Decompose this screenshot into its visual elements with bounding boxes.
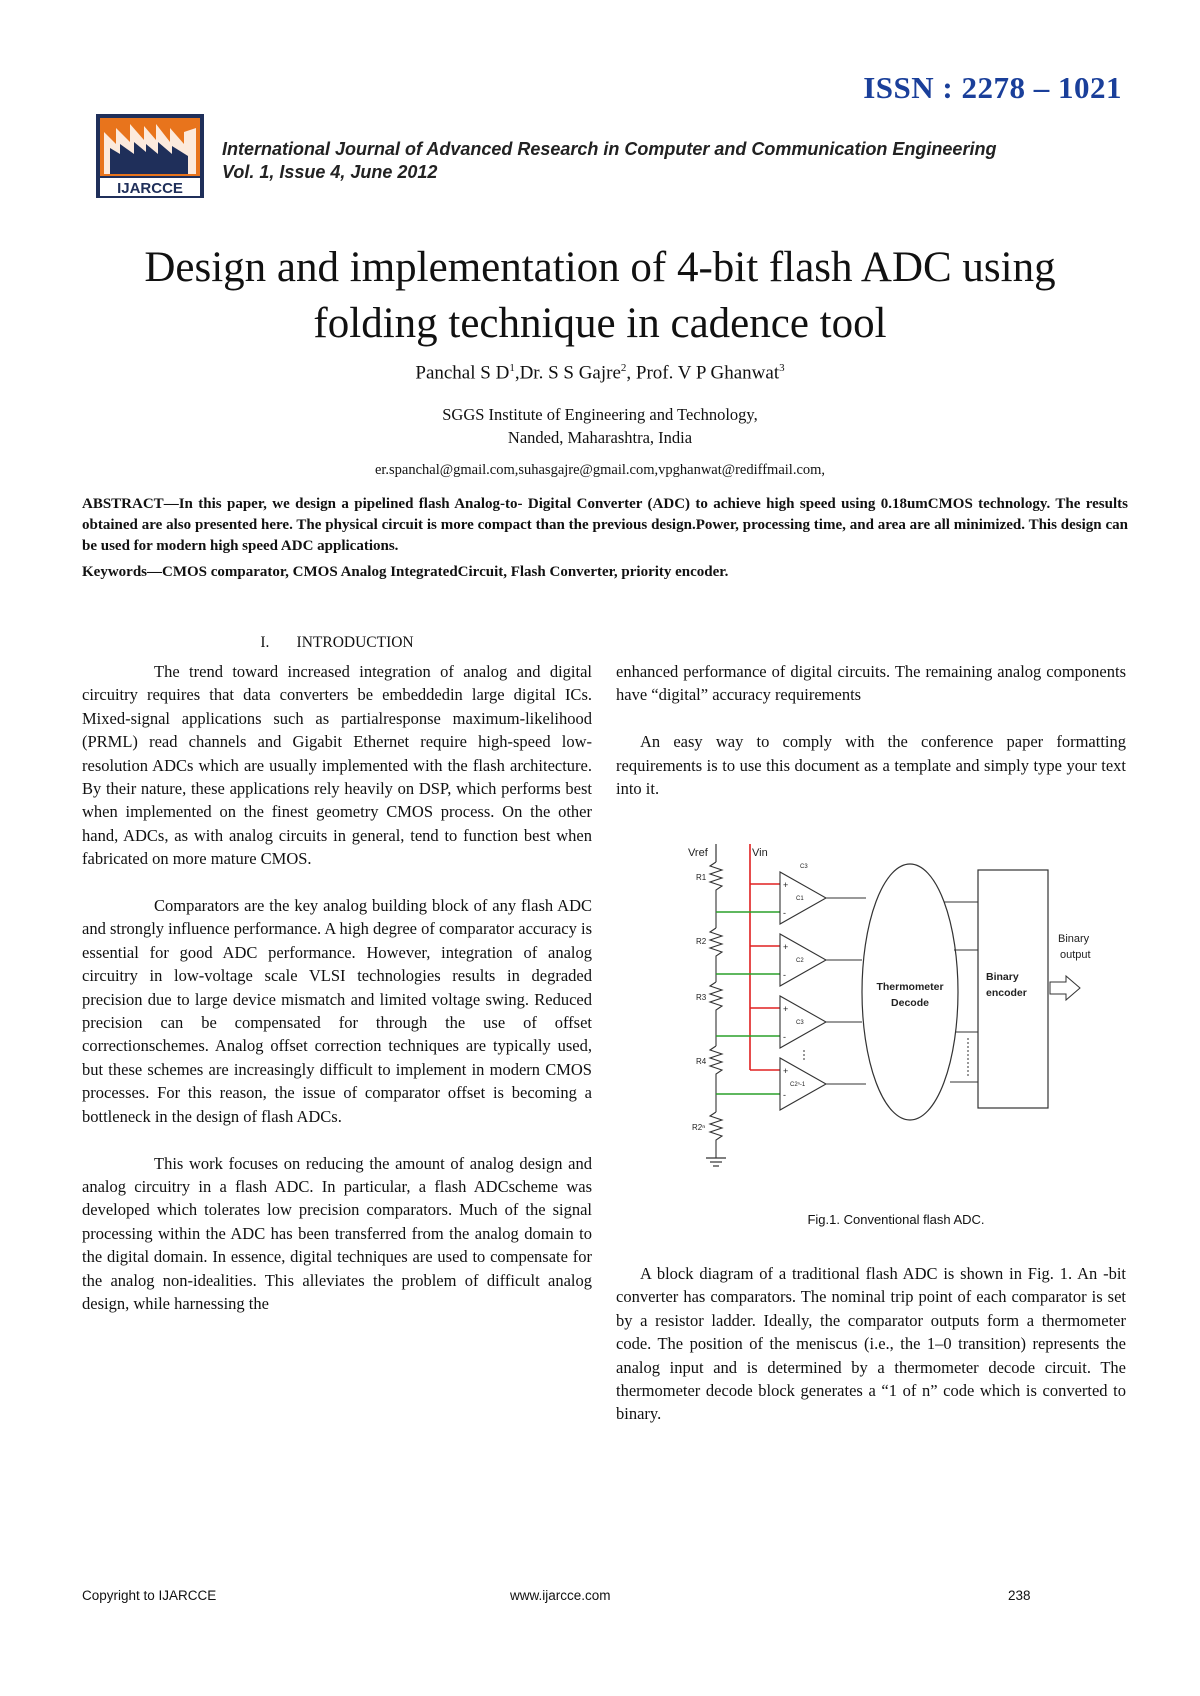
footer-page-number: 238 <box>1008 1588 1031 1603</box>
abstract-text: —In this paper, we design a pipelined flash Analog-to- Digital Converter (ADC) to achieve high speed using 0.18umCMOS technology. The results obtained are also presented here. The physical circuit is more compact than the previous design.Power, processing time, and area are all minimized. This design can be used for modern high speed ADC applications. <box>82 496 1128 554</box>
abstract-label: ABSTRACT <box>82 496 164 512</box>
svg-text:+: + <box>783 880 789 890</box>
svg-text:+: + <box>783 1004 789 1014</box>
svg-text:-: - <box>783 970 786 980</box>
abstract <box>82 494 1128 557</box>
author-1-sup: 1 <box>509 362 515 374</box>
section-title: INTRODUCTION <box>296 634 414 651</box>
logo-text: IJARCCE <box>117 180 183 197</box>
paragraph-4: enhanced performance of digital circuits. The remaining analog components have “digital” accuracy requirements <box>616 662 1126 705</box>
figure-caption: Fig.1. Conventional flash ADC. <box>807 1212 985 1227</box>
affiliation <box>0 403 1200 449</box>
paper-title <box>0 240 1200 352</box>
section-heading-introduction <box>82 634 592 652</box>
svg-text:-: - <box>783 908 786 918</box>
author-1: Panchal S D <box>415 362 510 384</box>
author-2: ,Dr. S S Gajre <box>514 362 621 384</box>
keywords-label: Keywords <box>82 564 147 580</box>
section-number: I. <box>260 634 270 651</box>
thermometer-label-2: Decode <box>891 997 929 1009</box>
comparator-top-label: C3 <box>800 864 808 870</box>
thermometer-label-1: Thermometer <box>876 981 944 993</box>
comparator-label-1: C1 <box>796 896 804 902</box>
resistor-label-1: R1 <box>696 873 707 882</box>
author-emails: er.spanchal@gmail.com,suhasgajre@gmail.com,vpghanwat@rediffmail.com, <box>374 462 826 478</box>
author-list <box>0 362 1200 384</box>
resistor-label-4: R4 <box>696 1057 707 1066</box>
title-line-1: Design and implementation of 4-bit flash ADC using <box>144 244 1056 291</box>
right-column-bottom <box>616 1262 1126 1449</box>
comparator-label-4: C2ⁿ-1 <box>790 1082 806 1088</box>
paragraph-3: This work focuses on reducing the amount of analog design and analog circuitry in a flash ADC. In particular, a flash ADCscheme was developed which tolerates low precision comparators. Much of the signal processing within the ADC has been transferred from the analog domain to the digital domain. In essence, digital techniques are used to compensate for the analog non-idealities. This alleviates the problem of difficult analog design, while harnessing the <box>82 1153 592 1313</box>
journal-logo <box>96 114 204 198</box>
paragraph-5: An easy way to comply with the conference paper formatting requirements is to use this document as a template and simply type your text into it. <box>616 732 1126 799</box>
resistor-r2n <box>710 1112 722 1158</box>
paragraph-1: The trend toward increased integration of analog and digital circuitry requires that data converters be embeddedin large digital ICs. Mixed-signal applications such as partialresponse maximum-likelihood (PRML) read channels and Gigabit Ethernet require high-speed low-resolution ADCs which are usually implemented with the flash architecture. By their nature, these applications rely heavily on DSP, which performs best when implemented on the finest geometry CMOS process. On the other hand, ADCs, as with analog circuits in general, tend to function best when fabricated on more mature CMOS. <box>82 662 592 869</box>
resistor-label-5: R2ⁿ <box>692 1123 706 1132</box>
vref-label: Vref <box>688 847 708 859</box>
vin-label: Vin <box>752 847 768 859</box>
issn-number: ISSN : 2278 – 1021 <box>863 70 1122 105</box>
resistor-label-2: R2 <box>696 937 707 946</box>
author-3: , Prof. V P Ghanwat <box>626 362 780 384</box>
left-column <box>82 660 592 1339</box>
output-arrow <box>1050 976 1080 1000</box>
right-column-top <box>616 660 1126 824</box>
affiliation-line-1: SGGS Institute of Engineering and Technology, <box>442 405 758 424</box>
journal-header <box>222 138 996 184</box>
output-label-2: output <box>1060 949 1091 961</box>
encoder-label-2: encoder <box>986 987 1027 999</box>
footer-copyright: Copyright to IJARCCE <box>82 1588 217 1603</box>
output-label-1: Binary <box>1058 933 1090 945</box>
paragraph-6: A block diagram of a traditional flash ADC is shown in Fig. 1. An -bit converter has comparators. The nominal trip point of each comparator is set by a resistor ladder. Ideally, the comparator outputs form a thermometer code. The position of the meniscus (i.e., the 1–0 transition) represents the analog input and is determined by a thermometer decode circuit. The thermometer decode block generates a “1 of n” code which is converted to binary. <box>616 1264 1126 1424</box>
keywords-text: —CMOS comparator, CMOS Analog IntegratedCircuit, Flash Converter, priority encoder. <box>147 564 729 580</box>
paragraph-2: Comparators are the key analog building block of any flash ADC and strongly influence performance. A high degree of comparator accuracy is essential for good ADC performance. However, integration of analog circuitry in low-voltage scale VLSI technologies results in degraded precision due to large device mismatch and limited voltage swing. Reduced precision can be compensated for through the use of offset correctionschemes. Analog offset correction techniques are typically used, but these schemes are increasingly difficult to implement in modern CMOS processes. For this reason, the issue of comparator offset is becoming a bottleneck in the design of flash ADCs. <box>82 896 592 1126</box>
resistor-label-3: R3 <box>696 993 707 1002</box>
author-3-sup: 3 <box>779 362 785 374</box>
comparator-label-3: C3 <box>796 1020 804 1026</box>
keywords <box>82 564 1128 581</box>
encoder-label-1: Binary <box>986 971 1019 983</box>
svg-text:-: - <box>783 1032 786 1042</box>
svg-text:-: - <box>783 1090 786 1100</box>
title-line-2: folding technique in cadence tool <box>313 300 887 347</box>
resistor-r2 <box>710 928 722 972</box>
affiliation-line-2: Nanded, Maharashtra, India <box>507 428 693 447</box>
author-2-sup: 2 <box>620 362 627 374</box>
figure-flash-adc <box>640 832 1100 1212</box>
journal-name: International Journal of Advanced Research in Computer and Communication Engineering <box>222 139 997 159</box>
journal-volume: Vol. 1, Issue 4, June 2012 <box>222 162 438 182</box>
resistor-r3 <box>710 982 722 1028</box>
svg-text:+: + <box>783 1066 789 1076</box>
comparator-label-2: C2 <box>796 958 804 964</box>
resistor-r1 <box>710 862 722 904</box>
svg-text:+: + <box>783 942 789 952</box>
footer-website: www.ijarcce.com <box>510 1588 611 1603</box>
